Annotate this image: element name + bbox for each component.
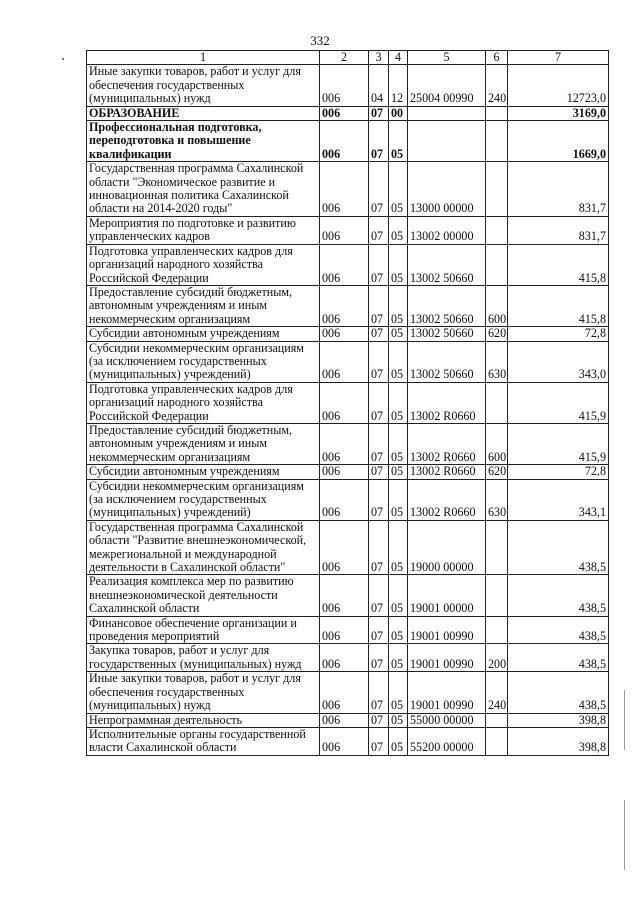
amount-value: 3169,0 [508,106,609,120]
expense-type-code: 630 [486,479,508,520]
admin-code: 006 [320,465,369,479]
column-header: 4 [389,51,408,65]
column-header: 3 [369,51,389,65]
amount-value: 438,5 [508,644,609,672]
item-name: Непрограммная деятельность [87,713,320,727]
section-code: 07 [369,672,389,713]
subsection-code: 05 [389,727,408,755]
item-name: Субсидии автономным учреждениям [87,465,320,479]
target-article-code: 55000 00000 [408,713,486,727]
target-article-code: 13000 00000 [408,162,486,217]
section-code: 07 [369,121,389,162]
section-code: 07 [369,644,389,672]
amount-value: 415,8 [508,285,609,326]
target-article-code: 13002 50660 [408,285,486,326]
section-code: 07 [369,727,389,755]
table-row [87,121,609,162]
target-article-code: 13002 00000 [408,216,486,244]
expense-type-code [486,244,508,285]
subsection-code: 05 [389,520,408,575]
item-name: Предоставление субсидий бюджетным, автономным учреждениям и иным некоммерческим организациям [87,285,320,326]
table-header-row [87,51,609,65]
target-article-code: 13002 R0660 [408,423,486,464]
section-code: 07 [369,341,389,382]
table-row [87,65,609,106]
subsection-code: 05 [389,162,408,217]
target-article-code: 19001 00990 [408,616,486,644]
table-row [87,479,609,520]
section-code: 07 [369,423,389,464]
expense-type-code [486,727,508,755]
admin-code: 006 [320,341,369,382]
table-row [87,644,609,672]
admin-code: 006 [320,423,369,464]
table-row [87,327,609,341]
section-code: 04 [369,65,389,106]
table-row [87,672,609,713]
column-header: 1 [87,51,320,65]
item-name: ОБРАЗОВАНИЕ [87,106,320,120]
item-name: Субсидии автономным учреждениям [87,327,320,341]
table-row [87,575,609,616]
page-number: 332 [310,33,330,48]
expense-type-code [486,382,508,423]
item-name: Профессиональная подготовка, переподготовка и повышение квалификации [87,121,320,162]
table-row [87,616,609,644]
item-name: Субсидии некоммерческим организациям (за исключением государственных (муниципальных) учреждений) [87,341,320,382]
admin-code: 006 [320,520,369,575]
admin-code: 006 [320,672,369,713]
item-name: Субсидии некоммерческим организациям (за исключением государственных (муниципальных) учреждений) [87,479,320,520]
expense-type-code: 240 [486,672,508,713]
target-article-code: 13002 50660 [408,327,486,341]
target-article-code: 13002 50660 [408,244,486,285]
column-header: 7 [508,51,609,65]
admin-code: 006 [320,479,369,520]
expense-type-code: 600 [486,423,508,464]
table-row [87,244,609,285]
table-row [87,216,609,244]
table-row [87,341,609,382]
subsection-code: 05 [389,575,408,616]
item-name: Закупка товаров, работ и услуг для государственных (муниципальных) нужд [87,644,320,672]
expense-type-code [486,216,508,244]
target-article-code [408,121,486,162]
expense-type-code: 240 [486,65,508,106]
scan-edge-mark [624,690,625,750]
admin-code: 006 [320,727,369,755]
subsection-code: 05 [389,423,408,464]
subsection-code: 05 [389,479,408,520]
item-name: Иные закупки товаров, работ и услуг для обеспечения государственных (муниципальных) нужд [87,65,320,106]
column-header: 2 [320,51,369,65]
item-name: Мероприятия по подготовке и развитию управленческих кадров [87,216,320,244]
admin-code: 006 [320,382,369,423]
amount-value: 12723,0 [508,65,609,106]
item-name: Государственная программа Сахалинской области "Экономическое развитие и инновационная политика Сахалинской области на 2014-2020 годы" [87,162,320,217]
amount-value: 343,0 [508,341,609,382]
target-article-code: 19001 00990 [408,672,486,713]
subsection-code: 05 [389,672,408,713]
section-code: 07 [369,162,389,217]
admin-code: 006 [320,575,369,616]
table-row [87,713,609,727]
expense-type-code [486,520,508,575]
item-name: Исполнительные органы государственной власти Сахалинской области [87,727,320,755]
amount-value: 415,9 [508,382,609,423]
expense-type-code: 620 [486,465,508,479]
section-code: 07 [369,327,389,341]
section-code: 07 [369,382,389,423]
admin-code: 006 [320,162,369,217]
section-code: 07 [369,713,389,727]
amount-value: 72,8 [508,327,609,341]
item-name: Финансовое обеспечение организации и проведения мероприятий [87,616,320,644]
target-article-code: 19001 00990 [408,644,486,672]
item-name: Реализация комплекса мер по развитию внешнеэкономической деятельности Сахалинской области [87,575,320,616]
item-name: Подготовка управленческих кадров для организаций народного хозяйства Российской Федерации [87,382,320,423]
section-code: 07 [369,520,389,575]
expense-type-code [486,575,508,616]
subsection-code: 05 [389,616,408,644]
table-row [87,423,609,464]
section-code: 07 [369,285,389,326]
table-row [87,727,609,755]
section-code: 07 [369,106,389,120]
subsection-code: 00 [389,106,408,120]
amount-value: 398,8 [508,727,609,755]
subsection-code: 05 [389,285,408,326]
target-article-code [408,106,486,120]
target-article-code: 19000 00000 [408,520,486,575]
subsection-code: 05 [389,121,408,162]
admin-code: 006 [320,713,369,727]
amount-value: 438,5 [508,520,609,575]
subsection-code: 05 [389,244,408,285]
target-article-code: 55200 00000 [408,727,486,755]
budget-table [86,50,609,756]
admin-code: 006 [320,244,369,285]
admin-code: 006 [320,285,369,326]
amount-value: 831,7 [508,216,609,244]
expense-type-code: 600 [486,285,508,326]
table-row [87,285,609,326]
amount-value: 415,8 [508,244,609,285]
admin-code: 006 [320,327,369,341]
amount-value: 72,8 [508,465,609,479]
admin-code: 006 [320,65,369,106]
amount-value: 831,7 [508,162,609,217]
admin-code: 006 [320,216,369,244]
expense-type-code [486,121,508,162]
section-code: 07 [369,575,389,616]
subsection-code: 05 [389,713,408,727]
subsection-code: 05 [389,382,408,423]
expense-type-code [486,713,508,727]
subsection-code: 12 [389,65,408,106]
section-code: 07 [369,216,389,244]
item-name: Государственная программа Сахалинской области "Развитие внешнеэкономической, межрегиональной и международной деятельности в Сахалинской области" [87,520,320,575]
target-article-code: 19001 00000 [408,575,486,616]
admin-code: 006 [320,644,369,672]
table-row [87,520,609,575]
admin-code: 006 [320,106,369,120]
amount-value: 398,8 [508,713,609,727]
section-code: 07 [369,479,389,520]
expense-type-code: 630 [486,341,508,382]
table-row [87,465,609,479]
item-name: Иные закупки товаров, работ и услуг для обеспечения государственных (муниципальных) нужд [87,672,320,713]
subsection-code: 05 [389,341,408,382]
subsection-code: 05 [389,644,408,672]
table-row [87,162,609,217]
admin-code: 006 [320,616,369,644]
expense-type-code: 200 [486,644,508,672]
item-name: Подготовка управленческих кадров для организаций народного хозяйства Российской Федерации [87,244,320,285]
target-article-code: 13002 R0660 [408,465,486,479]
expense-type-code [486,106,508,120]
subsection-code: 05 [389,216,408,244]
scan-edge-mark [624,800,625,870]
item-name: Предоставление субсидий бюджетным, автономным учреждениям и иным некоммерческим организациям [87,423,320,464]
admin-code: 006 [320,121,369,162]
column-header: 5 [408,51,486,65]
table-body [87,65,609,755]
section-code: 07 [369,465,389,479]
expense-type-code: 620 [486,327,508,341]
amount-value: 438,5 [508,672,609,713]
subsection-code: 05 [389,465,408,479]
table-row [87,382,609,423]
amount-value: 1669,0 [508,121,609,162]
section-code: 07 [369,616,389,644]
expense-type-code [486,616,508,644]
amount-value: 438,5 [508,575,609,616]
table-row [87,106,609,120]
amount-value: 438,5 [508,616,609,644]
amount-value: 415,9 [508,423,609,464]
target-article-code: 13002 R0660 [408,382,486,423]
target-article-code: 13002 50660 [408,341,486,382]
target-article-code: 25004 00990 [408,65,486,106]
scan-speck [62,58,64,60]
target-article-code: 13002 R0660 [408,479,486,520]
section-code: 07 [369,244,389,285]
expense-type-code [486,162,508,217]
subsection-code: 05 [389,327,408,341]
column-header: 6 [486,51,508,65]
amount-value: 343,1 [508,479,609,520]
